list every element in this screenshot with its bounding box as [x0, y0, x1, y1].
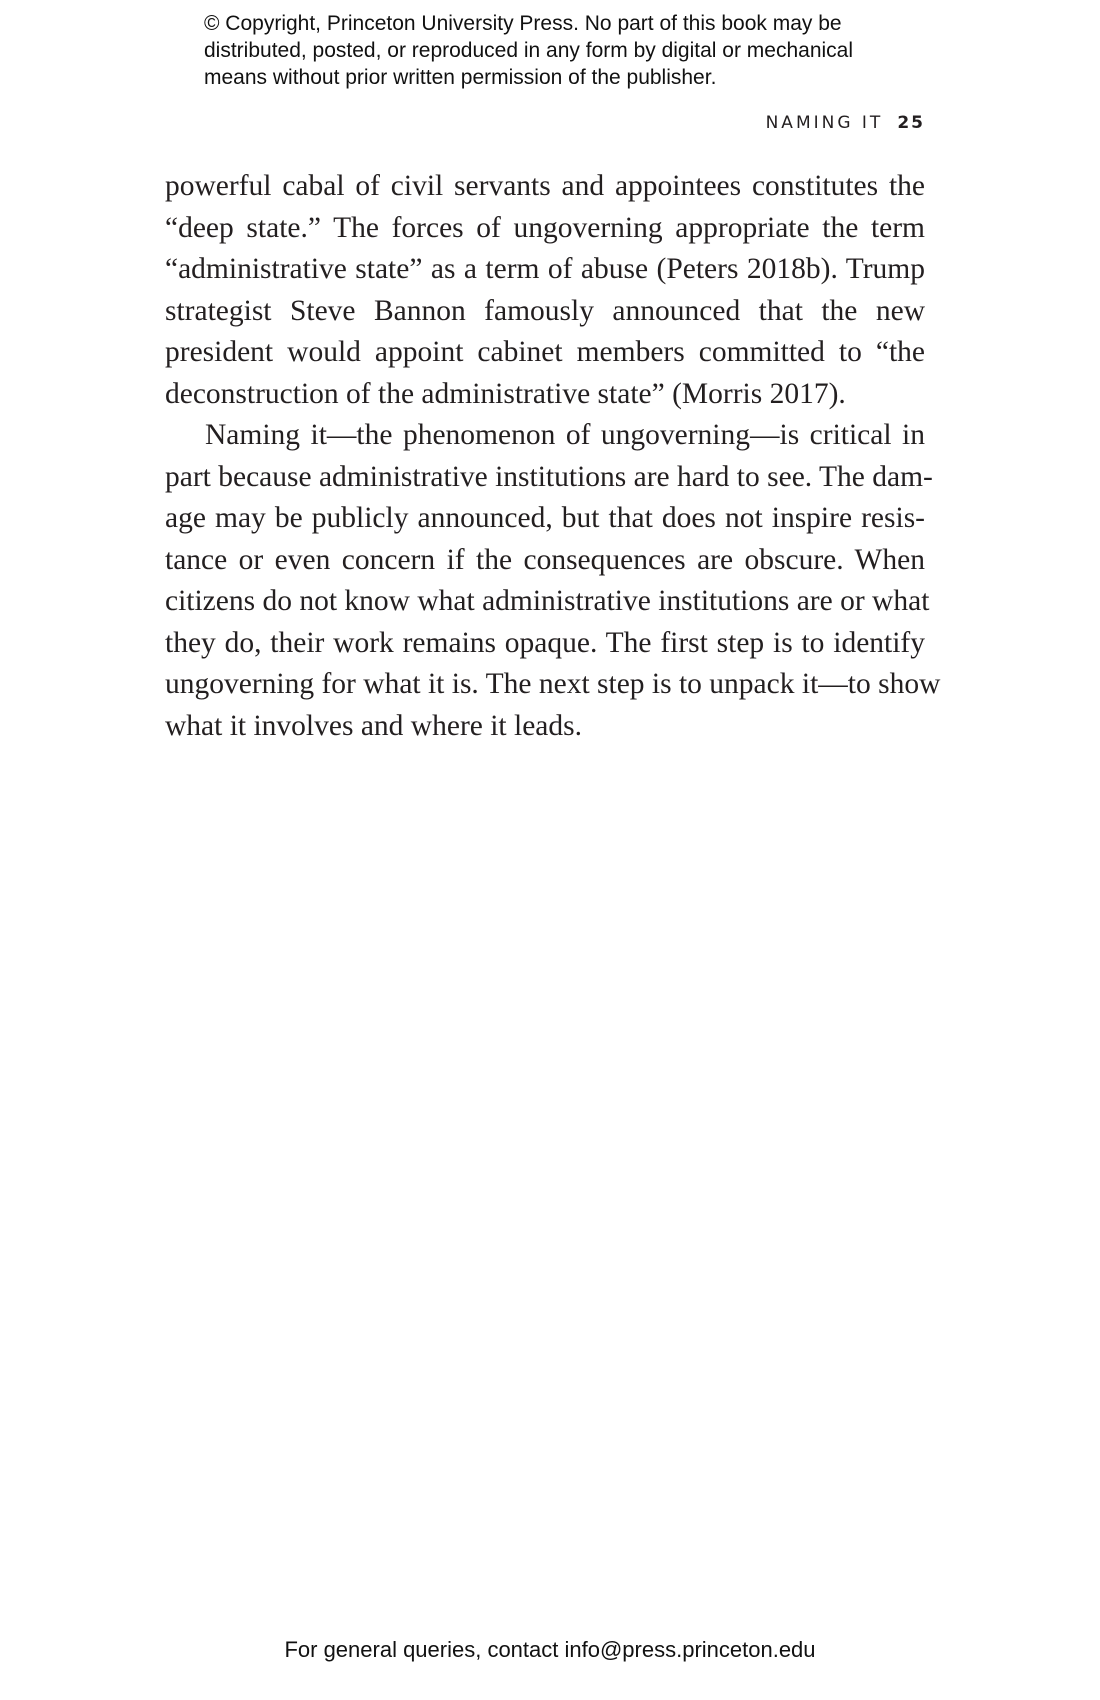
copyright-line: distributed, posted, or reproduced in any form by digital or mechanical — [204, 39, 854, 62]
footer-contact: For general queries, contact info@press.princeton.edu — [284, 1637, 816, 1662]
text-line: president would appoint cabinet members committed to “the — [165, 336, 925, 368]
body-text — [165, 166, 941, 747]
copyright-line: © Copyright, Princeton University Press. No part of this book may be — [204, 12, 842, 35]
text-line: tance or even concern if the consequences are obscure. When — [165, 543, 925, 576]
text-line: Naming it—the phenomenon of ungoverning—is critical in — [205, 419, 925, 451]
text-line: strategist Steve Bannon famously announced that the new — [165, 294, 925, 327]
text-line: “administrative state” as a term of abuse (Peters 2018b). Trump — [165, 253, 925, 285]
text-line: “deep state.” The forces of ungoverning appropriate the term — [165, 211, 925, 244]
page-number: 25 — [897, 113, 925, 133]
text-line: part because administrative institutions are hard to see. The dam- — [165, 460, 933, 493]
text-line: they do, their work remains opaque. The first step is to identify — [165, 626, 925, 659]
text-line: ungoverning for what it is. The next step is to unpack it—to show — [165, 668, 941, 700]
running-head — [766, 113, 925, 133]
copyright-notice — [204, 10, 924, 91]
text-line: age may be publicly announced, but that does not inspire resis- — [165, 502, 925, 534]
text-line: powerful cabal of civil servants and appointees constitutes the — [165, 170, 925, 202]
text-line: what it involves and where it leads. — [165, 709, 582, 742]
text-line: citizens do not know what administrative institutions are or what — [165, 585, 930, 617]
paragraph — [165, 415, 941, 747]
copyright-line: means without prior written permission of the publisher. — [204, 66, 717, 89]
paragraph — [165, 166, 925, 415]
running-head-title: NAMING IT — [765, 113, 884, 133]
text-line: deconstruction of the administrative state” (Morris 2017). — [165, 377, 846, 410]
